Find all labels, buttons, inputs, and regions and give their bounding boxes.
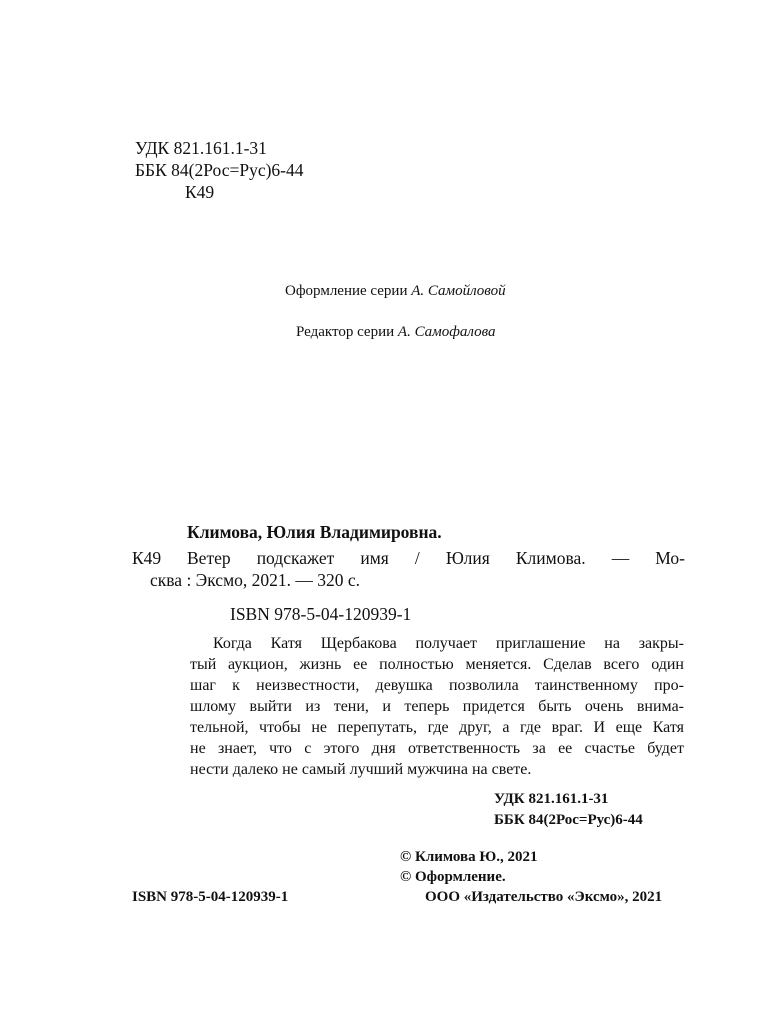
catalog-bib-line: Ветер подскажет имя / Юлия Климова. — Мо- (187, 548, 685, 568)
udk-code: УДК 821.161.1-31 (135, 138, 267, 158)
bbk-code: ББК 84(2Рос=Рус)6-44 (135, 160, 304, 180)
annotation-line: не знает, что с этого дня ответственность за ее счастье будет (190, 740, 684, 757)
annotation-line: шаг к неизвестности, девушка позволила таинственному про- (190, 677, 684, 694)
annotation-line: Когда Катя Щербакова получает приглашение на закры- (213, 635, 684, 652)
series-editor-credit (296, 322, 496, 342)
author-mark: К49 (185, 182, 215, 202)
footer-bbk-code: ББК 84(2Рос=Рус)6-44 (494, 812, 643, 828)
annotation-line: нести далеко не самый лучший мужчина на свете. (190, 761, 532, 778)
series-design-name: А. Самойловой (411, 283, 506, 299)
annotation-line: шлому выйти из тени, и теперь придется быть очень внима- (190, 698, 684, 715)
copyright-publisher: ООО «Издательство «Эксмо», 2021 (425, 889, 663, 905)
series-editor-name: А. Самофалова (397, 324, 496, 340)
copyright-author: © Климова Ю., 2021 (400, 849, 538, 865)
annotation-line: тельной, чтобы не перепутать, где друг, а где враг. И еще Катя (190, 719, 684, 736)
catalog-bib-line: сква : Эксмо, 2021. — 320 с. (150, 570, 361, 590)
footer-udk-code: УДК 821.161.1-31 (494, 791, 609, 807)
footer-isbn: ISBN 978-5-04-120939-1 (132, 889, 289, 905)
annotation-line: тый аукцион, жизнь ее полностью меняется. Сделав всего один (190, 656, 684, 673)
catalog-isbn: ISBN 978-5-04-120939-1 (230, 604, 412, 624)
copyright-design-label: © Оформление. (400, 869, 506, 885)
catalog-author: Климова, Юлия Владимировна. (187, 522, 442, 542)
series-design-label: Оформление серии (285, 283, 408, 299)
series-editor-label: Редактор серии (296, 324, 395, 340)
catalog-mark: К49 (132, 548, 162, 568)
series-design-credit (285, 281, 506, 301)
